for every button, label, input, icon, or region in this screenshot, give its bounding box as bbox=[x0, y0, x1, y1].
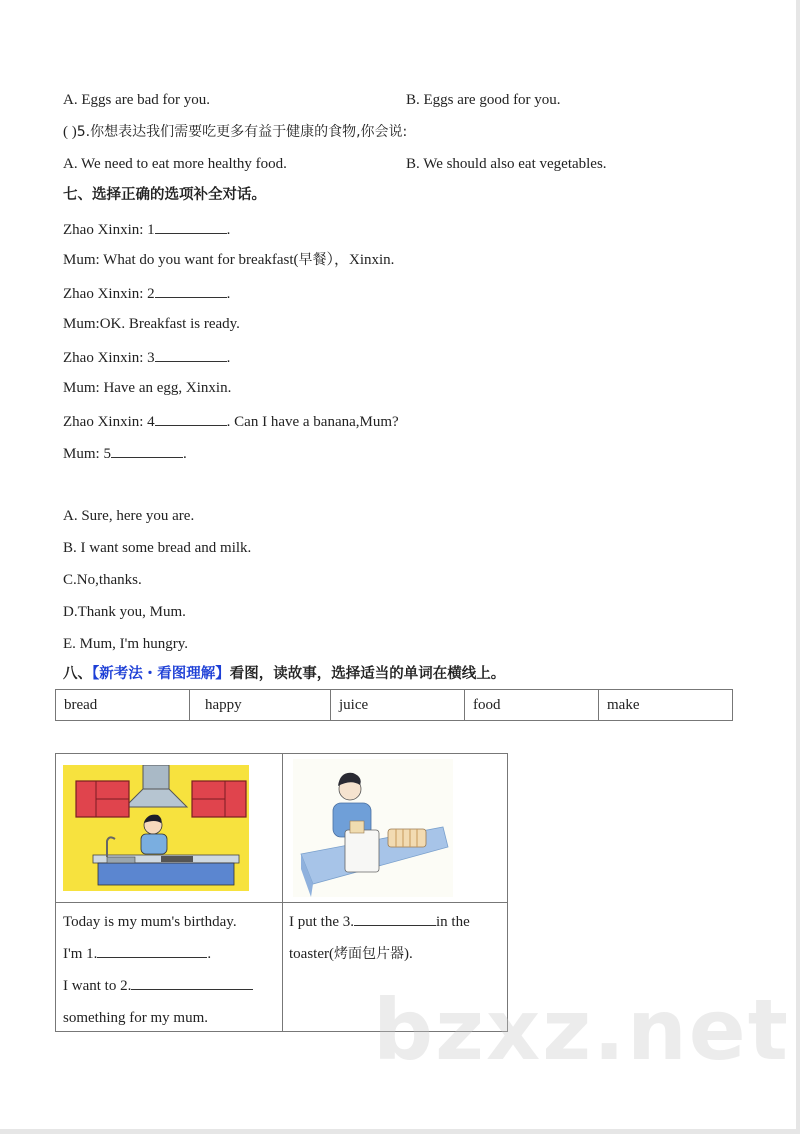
section-instruction: 看图，读故事，选择适当的单词在横线上。 bbox=[229, 666, 506, 682]
option-e: E. Mum, I'm hungry. bbox=[63, 636, 189, 652]
option-c: C.No,thanks. bbox=[63, 572, 142, 588]
answer-blank-5[interactable] bbox=[111, 443, 183, 458]
dialogue-text: What do you want for breakfast( bbox=[103, 252, 299, 268]
story-line bbox=[63, 970, 253, 1002]
answer-blank-3[interactable] bbox=[155, 347, 227, 362]
word-bank-table bbox=[55, 689, 733, 721]
q4-option-a: A. Eggs are bad for you. bbox=[63, 92, 211, 108]
word-bank-cell: bread bbox=[56, 690, 190, 720]
word-bank-cell: juice bbox=[331, 690, 465, 720]
speaker: Zhao Xinxin: bbox=[63, 350, 148, 366]
story-blank-2[interactable] bbox=[131, 975, 253, 990]
option-b: B. I want some bread and milk. bbox=[63, 540, 252, 556]
punct: . bbox=[226, 222, 231, 238]
section-7-heading: 七、选择正确的选项补全对话。 bbox=[63, 187, 266, 203]
dialogue-text: Have an egg, Xinxin. bbox=[103, 380, 232, 396]
section-tag: 【新考法・看图理解】 bbox=[92, 666, 230, 682]
story-text: in the bbox=[436, 914, 470, 930]
blank-number: 2 bbox=[147, 286, 155, 302]
q4-option-b: B. Eggs are good for you. bbox=[406, 92, 561, 108]
speaker: Mum: bbox=[63, 252, 104, 268]
story-line bbox=[289, 938, 470, 970]
word-bank-cell: happy bbox=[190, 690, 331, 720]
q5-option-b: B. We should also eat vegetables. bbox=[406, 156, 607, 172]
answer-blank-4[interactable] bbox=[155, 411, 227, 426]
blank-number: 5 bbox=[103, 446, 111, 462]
option-d: D.Thank you, Mum. bbox=[63, 604, 186, 620]
dialogue-gloss: 早餐 bbox=[298, 252, 327, 268]
punct: . bbox=[226, 350, 231, 366]
page-edge bbox=[796, 0, 800, 1134]
dialogue-line-3 bbox=[63, 283, 230, 303]
dialogue-text: ），Xinxin. bbox=[326, 252, 395, 268]
story-line bbox=[289, 906, 470, 938]
table-divider bbox=[282, 754, 283, 1031]
dialogue-line-1 bbox=[63, 219, 230, 239]
punct: . bbox=[182, 446, 187, 462]
answer-bracket[interactable]: ( ) bbox=[63, 124, 77, 140]
story-blank-3[interactable] bbox=[354, 911, 436, 926]
speaker: Mum: bbox=[63, 380, 104, 396]
section-8-heading bbox=[63, 665, 505, 683]
answer-blank-2[interactable] bbox=[155, 283, 227, 298]
word-bank-cell: make bbox=[607, 697, 640, 713]
punct: ). bbox=[403, 946, 413, 962]
speaker: Mum: bbox=[63, 316, 100, 332]
blank-number: 3 bbox=[147, 350, 155, 366]
table-divider bbox=[56, 902, 507, 903]
story-blank-1[interactable] bbox=[97, 943, 207, 958]
word-bank-cell: food bbox=[465, 690, 599, 720]
q5-prompt: 5.你想表达我们需要吃更多有益于健康的食物,你会说: bbox=[76, 124, 408, 140]
story-line: something for my mum. bbox=[63, 1010, 208, 1026]
watermark: bzxz.net bbox=[373, 981, 790, 1079]
toaster-illustration bbox=[293, 759, 453, 897]
dialogue-line-2 bbox=[63, 251, 394, 269]
story-right-text bbox=[289, 906, 470, 970]
punct: . bbox=[226, 286, 231, 302]
story-line bbox=[63, 938, 253, 970]
dialogue-line-7 bbox=[63, 411, 399, 431]
story-gloss: 烤面包片器 bbox=[333, 946, 404, 962]
dialogue-line-5 bbox=[63, 347, 230, 367]
story-line: Today is my mum's birthday. bbox=[63, 914, 237, 930]
dialogue-text: OK. Breakfast is ready. bbox=[99, 316, 240, 332]
story-left-text bbox=[63, 906, 253, 1034]
section-number: 八、 bbox=[63, 666, 92, 682]
page-edge bbox=[0, 1129, 800, 1134]
story-text: I put the 3. bbox=[289, 914, 354, 930]
story-text: I'm 1. bbox=[63, 946, 98, 962]
story-text: I want to 2. bbox=[63, 978, 132, 994]
blank-number: 1 bbox=[147, 222, 155, 238]
option-a: A. Sure, here you are. bbox=[63, 508, 195, 524]
speaker: Zhao Xinxin: bbox=[63, 414, 148, 430]
blank-number: 4 bbox=[147, 414, 155, 430]
dialogue-line-8 bbox=[63, 443, 187, 463]
answer-blank-1[interactable] bbox=[155, 219, 227, 234]
dialogue-line-4 bbox=[63, 315, 240, 333]
punct: . bbox=[207, 946, 212, 962]
kitchen-illustration bbox=[63, 765, 249, 891]
story-text: toaster( bbox=[289, 946, 334, 962]
q5-option-a: A. We need to eat more healthy food. bbox=[63, 156, 287, 172]
speaker: Mum: bbox=[63, 446, 104, 462]
q5-question bbox=[63, 123, 407, 141]
dialogue-text: . Can I have a banana,Mum? bbox=[226, 414, 399, 430]
speaker: Zhao Xinxin: bbox=[63, 222, 148, 238]
dialogue-line-6 bbox=[63, 379, 231, 397]
speaker: Zhao Xinxin: bbox=[63, 286, 148, 302]
